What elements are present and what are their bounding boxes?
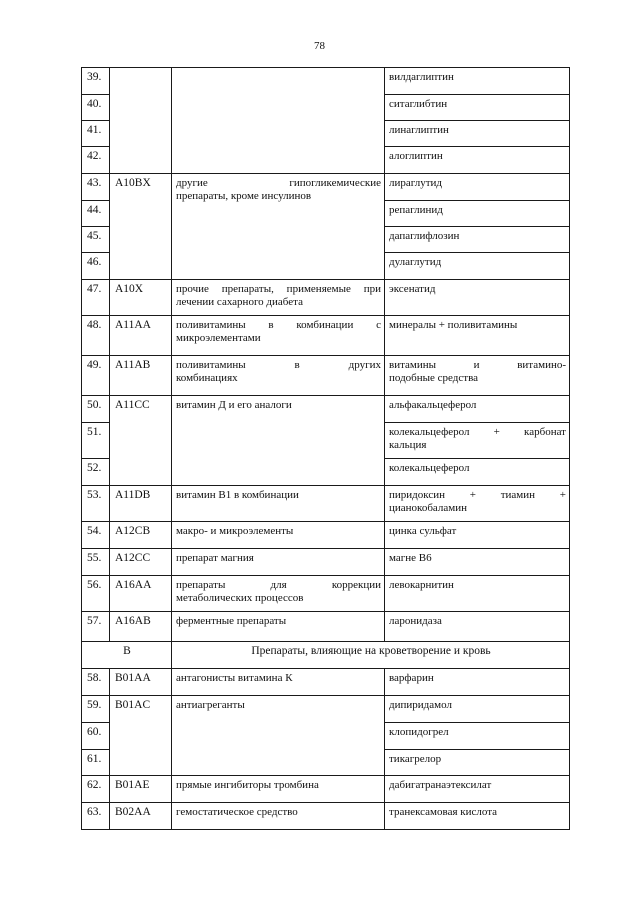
row-number: 54.: [82, 522, 110, 549]
group-description: макро- и микроэлементы: [172, 522, 385, 549]
row-number: 56.: [82, 576, 110, 612]
row-number: 57.: [82, 612, 110, 642]
drug-name: витамины и витамино- подобные средства: [385, 356, 570, 396]
row-number: 58.: [82, 669, 110, 696]
table-row: [82, 486, 570, 522]
group-description: поливитамины в комбинации с микроэлементами: [172, 316, 385, 356]
drug-name: дулаглутид: [385, 253, 570, 280]
group-description: гемостатическое средство: [172, 803, 385, 830]
row-number: 48.: [82, 316, 110, 356]
atc-code: B02AA: [110, 803, 172, 830]
atc-code: A16AB: [110, 612, 172, 642]
drug-name: лираглутид: [385, 174, 570, 201]
drug-name: колекальцеферол + карбонат кальция: [385, 423, 570, 459]
table-row: [82, 280, 570, 316]
atc-code-cell: [110, 68, 172, 174]
drug-name: пиридоксин + тиамин + цианокобаламин: [385, 486, 570, 522]
row-number: 55.: [82, 549, 110, 576]
atc-code: B01AC: [110, 696, 172, 776]
row-number: 43.: [82, 174, 110, 201]
table-row: [82, 803, 570, 830]
section-header-row: [82, 642, 570, 669]
row-number: 46.: [82, 253, 110, 280]
row-number: 39.: [82, 68, 110, 95]
drug-name: колекальцеферол: [385, 459, 570, 486]
drug-name: ситаглибтин: [385, 95, 570, 121]
drug-name: альфакальцеферол: [385, 396, 570, 423]
row-number: 51.: [82, 423, 110, 459]
atc-code: B01AA: [110, 669, 172, 696]
drug-name: ларонидаза: [385, 612, 570, 642]
drug-name: линаглиптин: [385, 121, 570, 147]
group-description: препараты для коррекции метаболических процессов: [172, 576, 385, 612]
atc-code: A11AA: [110, 316, 172, 356]
group-description: другие гипогликемические препараты, кроме инсулинов: [172, 174, 385, 280]
atc-code: A10X: [110, 280, 172, 316]
table-row: [82, 316, 570, 356]
row-number: 63.: [82, 803, 110, 830]
group-description: антиагреганты: [172, 696, 385, 776]
table-row: [82, 696, 570, 723]
drug-name: тикагрелор: [385, 750, 570, 776]
drug-name: клопидогрел: [385, 723, 570, 750]
drug-name: минералы + поливитамины: [385, 316, 570, 356]
table-row: [82, 522, 570, 549]
section-title: Препараты, влияющие на кроветворение и кровь: [172, 642, 570, 669]
row-number: 59.: [82, 696, 110, 723]
group-cell: [172, 68, 385, 174]
row-number: 40.: [82, 95, 110, 121]
drug-name: магне В6: [385, 549, 570, 576]
drug-name: левокарнитин: [385, 576, 570, 612]
atc-code: A11DB: [110, 486, 172, 522]
table-row: [82, 776, 570, 803]
group-description: витамин Д и его аналоги: [172, 396, 385, 486]
row-number: 44.: [82, 201, 110, 227]
table-row: [82, 68, 570, 95]
row-number: 53.: [82, 486, 110, 522]
table-row: [82, 396, 570, 423]
drug-name: дапаглифлозин: [385, 227, 570, 253]
atc-code: A16AA: [110, 576, 172, 612]
group-description: поливитамины в других комбинациях: [172, 356, 385, 396]
page-number: 78: [314, 40, 325, 52]
section-code: B: [82, 642, 172, 669]
atc-code: A10BX: [110, 174, 172, 280]
row-number: 62.: [82, 776, 110, 803]
atc-code: A11CC: [110, 396, 172, 486]
drug-name: транексамовая кислота: [385, 803, 570, 830]
table-row: [82, 549, 570, 576]
atc-code: A12CB: [110, 522, 172, 549]
row-number: 45.: [82, 227, 110, 253]
table-row: [82, 669, 570, 696]
group-description: витамин В1 в комбинации: [172, 486, 385, 522]
drug-name: варфарин: [385, 669, 570, 696]
table-row: [82, 174, 570, 201]
row-number: 41.: [82, 121, 110, 147]
drug-name: эксенатид: [385, 280, 570, 316]
atc-code: A11AB: [110, 356, 172, 396]
group-description: ферментные препараты: [172, 612, 385, 642]
row-number: 42.: [82, 147, 110, 174]
drug-name: дабигатранаэтексилат: [385, 776, 570, 803]
group-description: препарат магния: [172, 549, 385, 576]
group-description: прочие препараты, применяемые при лечении сахарного диабета: [172, 280, 385, 316]
row-number: 52.: [82, 459, 110, 486]
row-number: 50.: [82, 396, 110, 423]
drug-name: дипиридамол: [385, 696, 570, 723]
atc-code: A12CC: [110, 549, 172, 576]
drug-name: алоглиптин: [385, 147, 570, 174]
row-number: 47.: [82, 280, 110, 316]
row-number: 60.: [82, 723, 110, 750]
table-row: [82, 576, 570, 612]
row-number: 49.: [82, 356, 110, 396]
atc-code: B01AE: [110, 776, 172, 803]
row-number: 61.: [82, 750, 110, 776]
group-description: прямые ингибиторы тромбина: [172, 776, 385, 803]
drug-name: цинка сульфат: [385, 522, 570, 549]
table-row: [82, 356, 570, 396]
drug-name: вилдаглиптин: [385, 68, 570, 95]
group-description: антагонисты витамина К: [172, 669, 385, 696]
table-row: [82, 612, 570, 642]
drug-name: репаглинид: [385, 201, 570, 227]
drug-table: [81, 67, 570, 830]
